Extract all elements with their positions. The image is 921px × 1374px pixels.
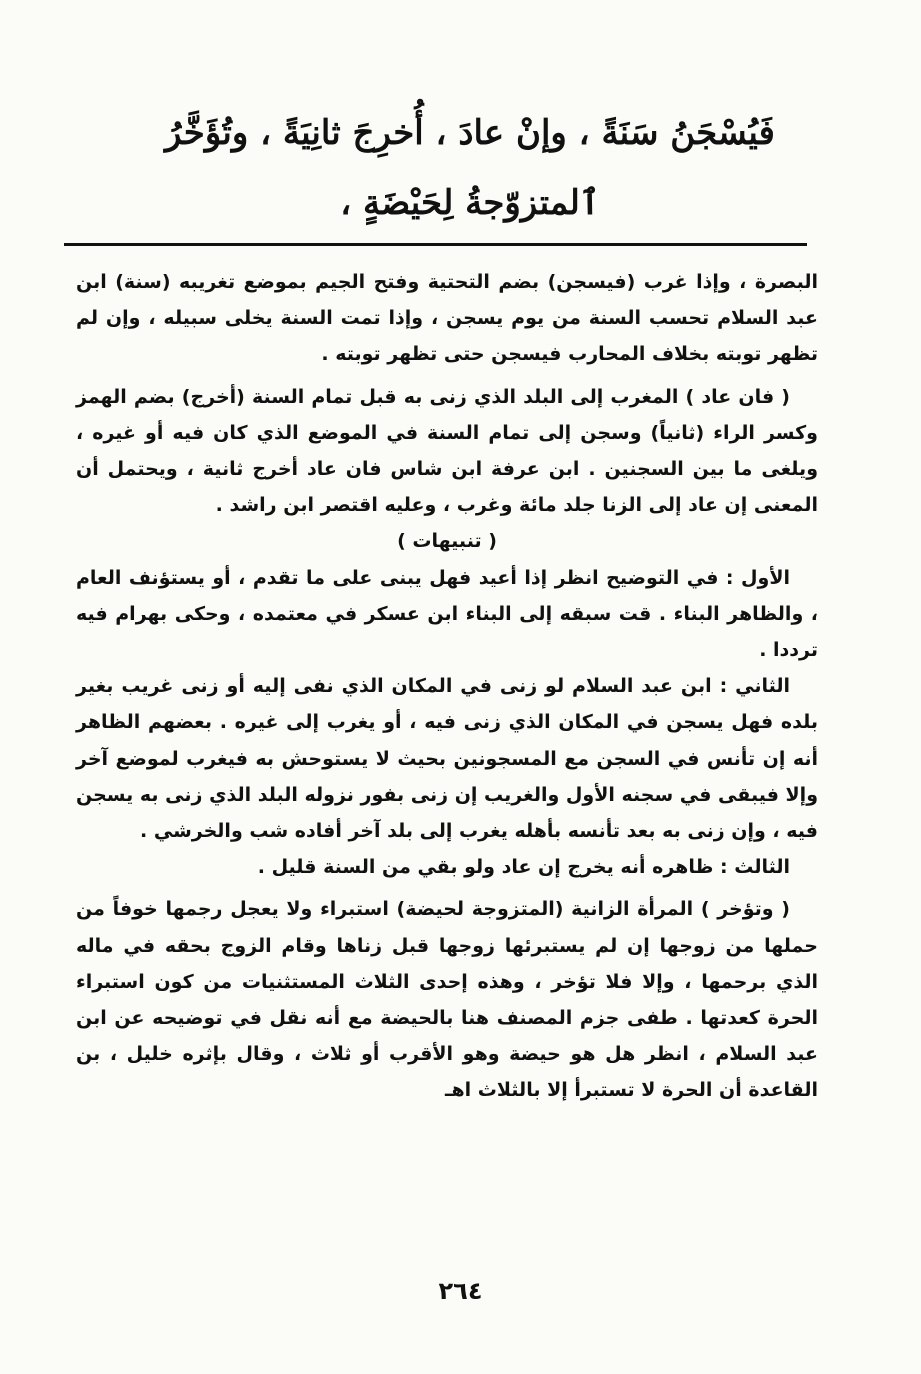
- final-paragraph: ( وتؤخر ) المرأة الزانية (المتزوجة لحيضة) استبراء ولا يعجل رجمها خوفاً من حملها من زوجها إن لم يستبرئها زوجها قبل زناها وقام الزوج بحقه في ماله الذي برحمها ، وإلا فلا تؤخر ، وهذه إحدى الثلاث المستثنيات من كون استبراء الحرة كعدتها . طفى جزم المصنف هنا بالحيضة مع أنه نقل في توضيحه عن ابن عبد السلام ، انظر هل هو حيضة وهو الأقرب أو ثلاث ، وقال بإثره خليل ، بن القاعدة أن الحرة لا تستبرأ إلا بالثلاث اهـ: [76, 898, 818, 1102]
- title-divider: [64, 243, 807, 246]
- paragraph-2: ( فان عاد ) المغرب إلى البلد الذي زنى به قبل تمام السنة (أخرج) بضم الهمز وكسر الراء (ثانياً) وسجن إلى تمام السنة في الموضع الذي كان فيه أو غيره ، ويلغى ما بين السجنين . ابن عرفة ابن شاس فان عاد أخرج ثانية ، ويحتمل أن المعنى إن عاد إلى الزنا جلد مائة وغرب ، وعليه اقتصر ابن راشد .: [76, 385, 818, 517]
- matn-title-line-2: ٱلمتزوّجةُ لِحَيْضَةٍ ،: [340, 183, 600, 223]
- section-heading: ( تنبيهات ): [397, 530, 497, 553]
- page-number: ٢٦٤: [438, 1277, 483, 1305]
- note-second: الثاني : ابن عبد السلام لو زنى في المكان الذي نفى إليه أو زنى غريب بغير بلده فهل يسجن في المكان الذي زنى فيه ، أو يغرب إلى غيره . بعضهم الظاهر أنه إن تأنس في السجن مع المسجونين بحيث لا يستوحش به فيغرب لموضع آخر وإلا فيبقى في سجنه الأول والغريب إن زنى بفور نزوله البلد الذي زنى به يسجن فيه ، وإن زنى به بعد تأنسه بأهله يغرب إلى بلد آخر أفاده شب والخرشي .: [76, 675, 818, 843]
- note-third: الثالث : ظاهره أنه يخرج إن عاد ولو بقي من السنة قليل .: [257, 856, 790, 879]
- matn-title-line-1: فَيُسْجَنُ سَنَةً ، وإنْ عادَ ، أُخرِجَ ثانِيَةً ، وتُؤَخَّرُ: [165, 113, 775, 153]
- matn-title: [90, 98, 850, 238]
- note-first: الأول : في التوضيح انظر إذا أعيد فهل يبنى على ما تقدم ، أو يستؤنف العام ، والظاهر البناء . قت سبقه إلى البناء ابن عسكر في معتمده ، وحكى بهرام فيه ترددا .: [76, 566, 818, 662]
- commentary-body: [76, 264, 818, 1109]
- paragraph-1: البصرة ، وإذا غرب (فيسجن) بضم التحتية وفتح الجيم بموضع تغريبه (سنة) ابن عبد السلام تحسب السنة من يوم يسجن ، وإذا تمت السنة يخلى سبيله ، وإن لم تظهر توبته بخلاف المحارب فيسجن حتى تظهر توبته .: [76, 271, 818, 366]
